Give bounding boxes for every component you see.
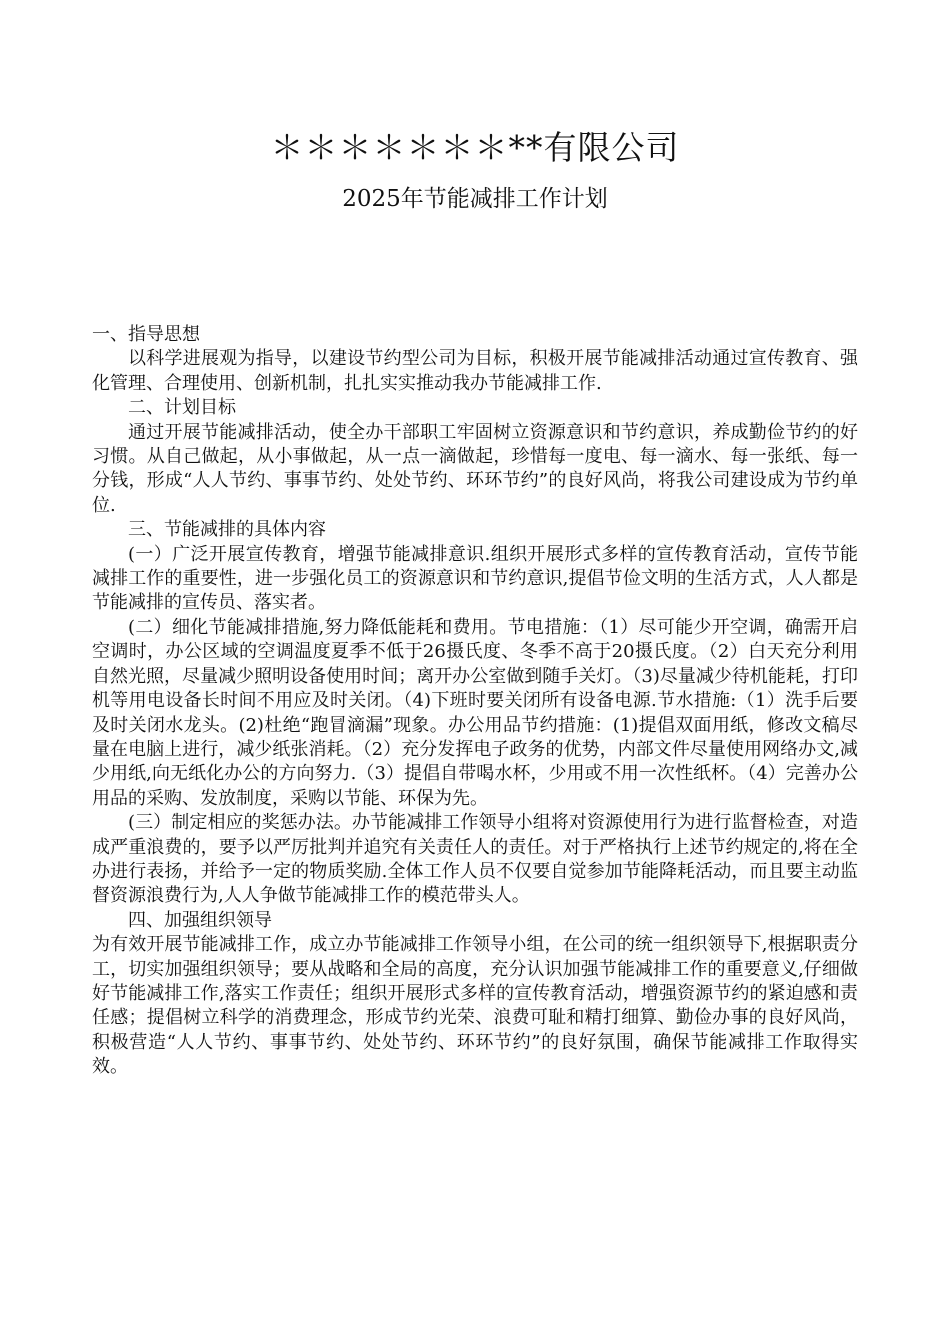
document-body (92, 323, 858, 1080)
heading-specific-content: 三、节能减排的具体内容 (128, 519, 326, 541)
paragraph-rewards-penalties: (三）制定相应的奖惩办法。办节能减排工作领导小组将对资源使用行为进行监督检查，对造成严重浪费的，要予以严厉批判并追究有关责任人的责任。对于严格执行上述节约规定的,将在全办进行表扬，并给予一定的物质奖励.全体工作人员不仅要自觉参加节能降耗活动，而且要主动监督资源浪费行为,人人争做节能减排工作的模范带头人。 (92, 812, 858, 907)
heading-plan-goals: 二、计划目标 (128, 397, 236, 419)
paragraph-guiding-ideology: 以科学进展观为指导，以建设节约型公司为目标，积极开展节能减排活动通过宣传教育、强化管理、合理使用、创新机制，扎扎实实推动我办节能减排工作. (92, 348, 858, 394)
paragraph-publicity-education: (一）广泛开展宣传教育，增强节能减排意识.组织开展形式多样的宣传教育活动，宣传节能减排工作的重要性，进一步强化员工的资源意识和节约意识,提倡节俭文明的生活方式，人人都是节能减排的宣传员、落实者。 (92, 543, 858, 614)
paragraph-organization-leadership: 为有效开展节能减排工作，成立办节能减排工作领导小组，在公司的统一组织领导下,根据职责分工，切实加强组织领导；要从战略和全局的高度，充分认识加强节能减排工作的重要意义,仔细做好节能减排工作,落实工作责任；组织开展形式多样的宣传教育活动，增强资源节约的紧迫感和责任感；提倡树立科学的消费理念，形成节约光荣、浪费可耻和精打细算、勤俭办事的良好风尚，积极营造“人人节约、事事节约、处处节约、环环节约”的良好氛围，确保节能减排工作取得实效。 (92, 934, 858, 1078)
heading-organization-leadership: 四、加强组织领导 (128, 909, 272, 931)
paragraph-plan-goals: 通过开展节能减排活动，使全办干部职工牢固树立资源意识和节约意识，养成勤俭节约的好习惯。从自己做起，从小事做起，从一点一滴做起，珍惜每一度电、每一滴水、每一张纸、每一分钱，形成“人人节约、事事节约、处处节约、环环节约”的良好风尚，将我公司建设成为节约单位. (92, 421, 858, 516)
paragraph-detailed-measures: (二）细化节能减排措施,努力降低能耗和费用。节电措施：（1）尽可能少开空调，确需开启空调时，办公区域的空调温度夏季不低于26摄氏度、冬季不高于20摄氏度。（2）白天充分利用自然光照，尽量减少照明设备使用时间；离开办公室做到随手关灯。（3)尽量减少待机能耗，打印机等用电设备长时间不用应及时关闭。（4)下班时要关闭所有设备电源.节水措施:（1）洗手后要及时关闭水龙头。(2)杜绝“跑冒滴漏”现象。办公用品节约措施：(1)提倡双面用纸，修改文稿尽量在电脑上进行，减少纸张消耗。（2）充分发挥电子政务的优势，内部文件尽量使用网络办文,减少用纸,向无纸化办公的方向努力.（3）提倡自带喝水杯，少用或不用一次性纸杯。（4）完善办公用品的采购、发放制度，采购以节能、环保为先。 (92, 616, 858, 809)
plan-title: 2025年节能减排工作计划 (342, 186, 608, 212)
company-title: ＊＊＊＊＊＊＊**有限公司 (270, 128, 680, 167)
heading-guiding-ideology: 一、指导思想 (92, 324, 200, 345)
